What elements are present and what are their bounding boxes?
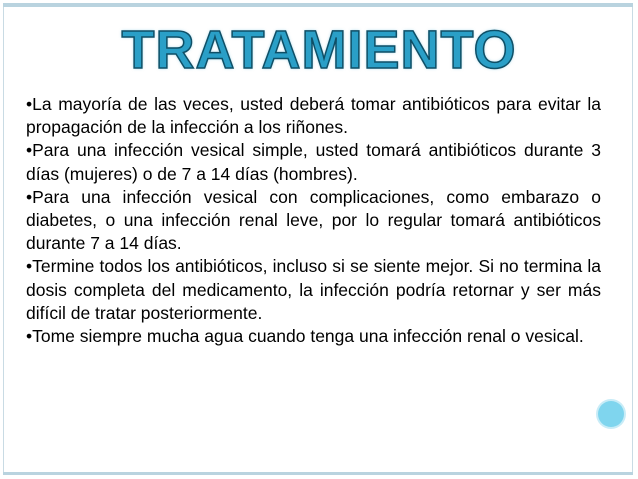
bullet-item: •Para una infección vesical simple, usted tomará antibióticos durante 3 días (mujeres) o de 7 a 14 días (hombres). bbox=[26, 140, 601, 184]
bullet-item: •Termine todos los antibióticos, incluso si se siente mejor. Si no termina la dosis completa del medicamento, la infección podría retornar y ser más difícil de tratar posteriormente. bbox=[26, 256, 601, 323]
slide-body bbox=[26, 93, 601, 348]
slide-title: TRATAMIENTO bbox=[121, 20, 517, 80]
bullet-item: •Tome siempre mucha agua cuando tenga una infección renal o vesical. bbox=[26, 326, 584, 347]
bullet-item: •Para una infección vesical con complicaciones, como embarazo o diabetes, o una infección renal leve, por lo regular tomará antibióticos durante 7 a 14 días. bbox=[26, 186, 601, 254]
top-border-bar bbox=[3, 3, 633, 7]
bullet-item: •La mayoría de las veces, usted deberá tomar antibióticos para evitar la propagación de la infección a los riñones. bbox=[26, 94, 601, 138]
decorative-circle bbox=[598, 401, 624, 427]
bottom-border-bar bbox=[3, 472, 633, 475]
